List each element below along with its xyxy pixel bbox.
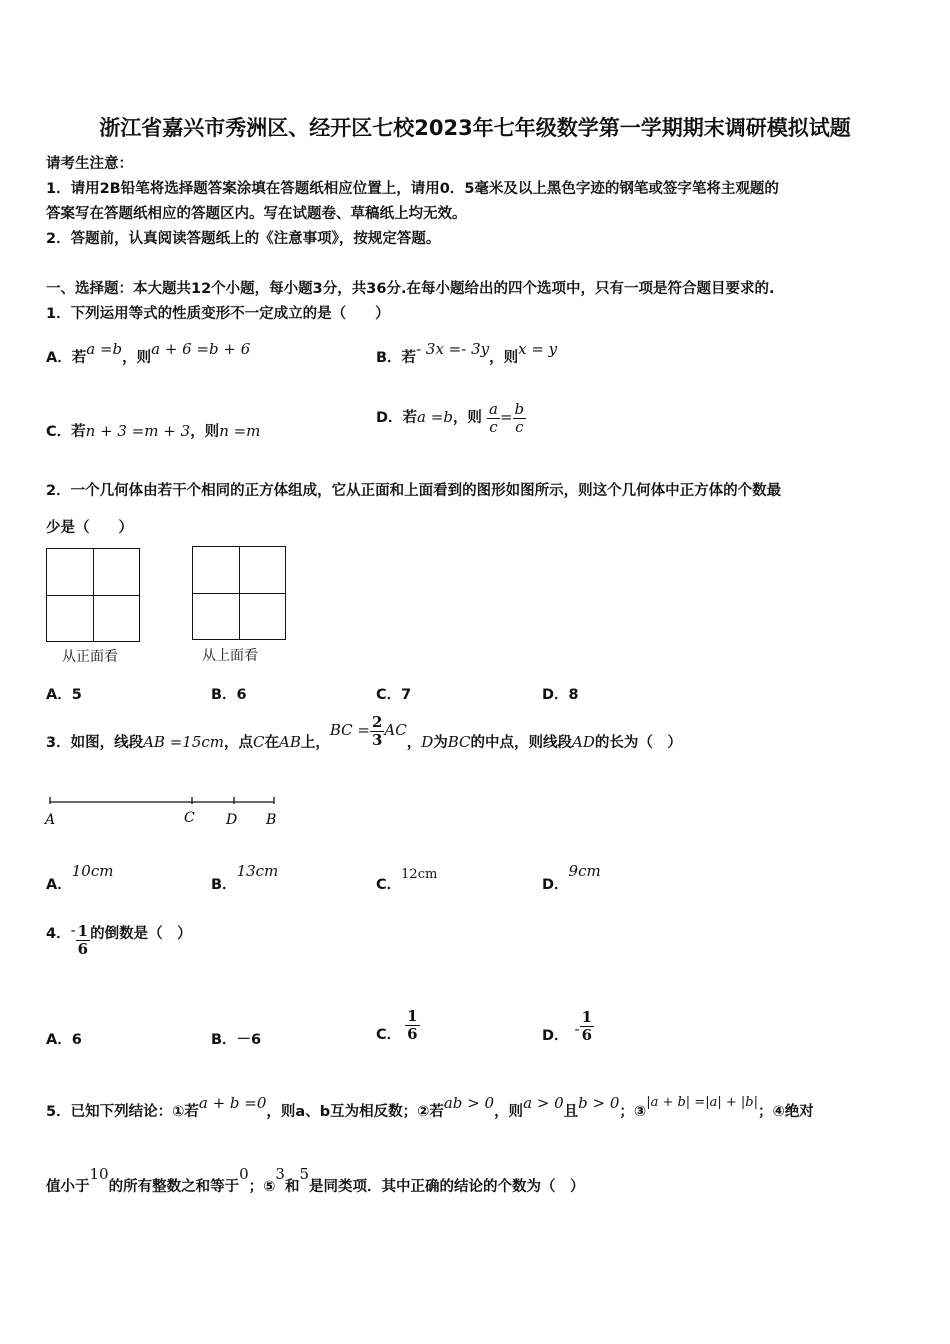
section-heading: 一、选择题：本大题共12个小题，每小题3分，共36分.在每小题给出的四个选项中，只有一项是符合题目要求的.: [46, 281, 775, 297]
q2-stem-line-2: 少是（ ）: [46, 520, 133, 536]
notice-line-1: 1．请用2B铅笔将选择题答案涂填在答题纸相应位置上，请用0．5毫米及以上黑色字迹的钢笔或签字笔将主观题的: [46, 181, 779, 197]
q3-stem: 3．如图，线段AB =15cm，点C在AB上，BC = $\frac{2}{3}$ AC，D为BC的中点，则线段AD的长为（ ）: [46, 712, 682, 751]
point-c-label: C: [184, 810, 195, 826]
notice-line-3: 2．答题前，认真阅读答题纸上的《注意事项》，按规定答题。: [46, 231, 441, 247]
notice-line-2: 答案写在答题纸相应的答题区内。写在试题卷、草稿纸上均无效。: [46, 206, 467, 222]
q1-stem: 1．下列运用等式的性质变形不一定成立的是（ ）: [46, 306, 390, 322]
q4-option-b: B．－6: [211, 1032, 262, 1048]
q4-option-d: D． - $\frac{1}{6}$: [542, 1007, 593, 1044]
fraction-b-over-c: $\frac{b}{c}$: [514, 399, 525, 436]
fraction-neg-one-sixth: $\frac{1}{6}$: [581, 1007, 593, 1044]
top-view-caption: 从上面看: [202, 648, 258, 664]
q4-option-c: C． $\frac{1}{6}$: [376, 1006, 418, 1043]
front-view-caption: 从正面看: [62, 649, 118, 665]
q3-option-d: D．9cm: [542, 862, 601, 893]
point-d-label: D: [226, 812, 238, 828]
q2-option-a: A．5: [46, 687, 82, 703]
q3-option-a: A．10cm: [46, 862, 114, 893]
front-view-figure: [46, 548, 140, 642]
page-title: 浙江省嘉兴市秀洲区、经开区七校2023年七年级数学第一学期期末调研模拟试题: [99, 116, 851, 140]
fraction-two-thirds: $\frac{2}{3}$: [371, 712, 383, 749]
point-b-label: B: [266, 812, 277, 828]
notice-heading: 请考生注意：: [46, 156, 133, 172]
q5-stem-line-2: 值小于10的所有整数之和等于0；⑤3和5是同类项．其中正确的结论的个数为（ ）: [46, 1165, 585, 1195]
q3-option-b: B．13cm: [211, 862, 279, 893]
q4-option-a: A．6: [46, 1032, 82, 1048]
q1-option-a: A．若a =b，则a + 6 =b + 6: [46, 340, 251, 366]
q1-option-d: D．若a =b，则 $\frac{a}{c}$ = $\frac{b}{c}$: [376, 399, 525, 436]
q2-option-d: D．8: [542, 687, 579, 703]
fraction-one-sixth: $\frac{1}{6}$: [77, 921, 89, 958]
top-view-figure: [192, 546, 286, 640]
segment-diagram: [40, 792, 290, 832]
fraction-one-sixth-c: $\frac{1}{6}$: [407, 1006, 418, 1043]
q2-option-b: B．6: [211, 687, 247, 703]
fraction-a-over-c: $\frac{a}{c}$: [489, 399, 498, 436]
q5-stem-line-1: 5．已知下列结论：①若a + b =0，则a、b互为相反数；②若ab > 0，则a > 0且b > 0；③|a + b| =|a| + |b|；④绝对: [46, 1094, 814, 1120]
q2-option-c: C．7: [376, 687, 412, 703]
q1-option-b: B．若- 3x =- 3y，则x = y: [376, 340, 558, 366]
point-a-label: A: [45, 812, 56, 828]
q3-option-c: C．12cm: [376, 867, 438, 893]
q1-option-c: C．若n + 3 =m + 3，则n =m: [46, 422, 261, 440]
q4-stem: 4．- $\frac{1}{6}$ 的倒数是（ ）: [46, 921, 192, 958]
q2-stem-line-1: 2．一个几何体由若干个相同的正方体组成，它从正面和上面看到的图形如图所示，则这个几何体中正方体的个数最: [46, 483, 782, 499]
